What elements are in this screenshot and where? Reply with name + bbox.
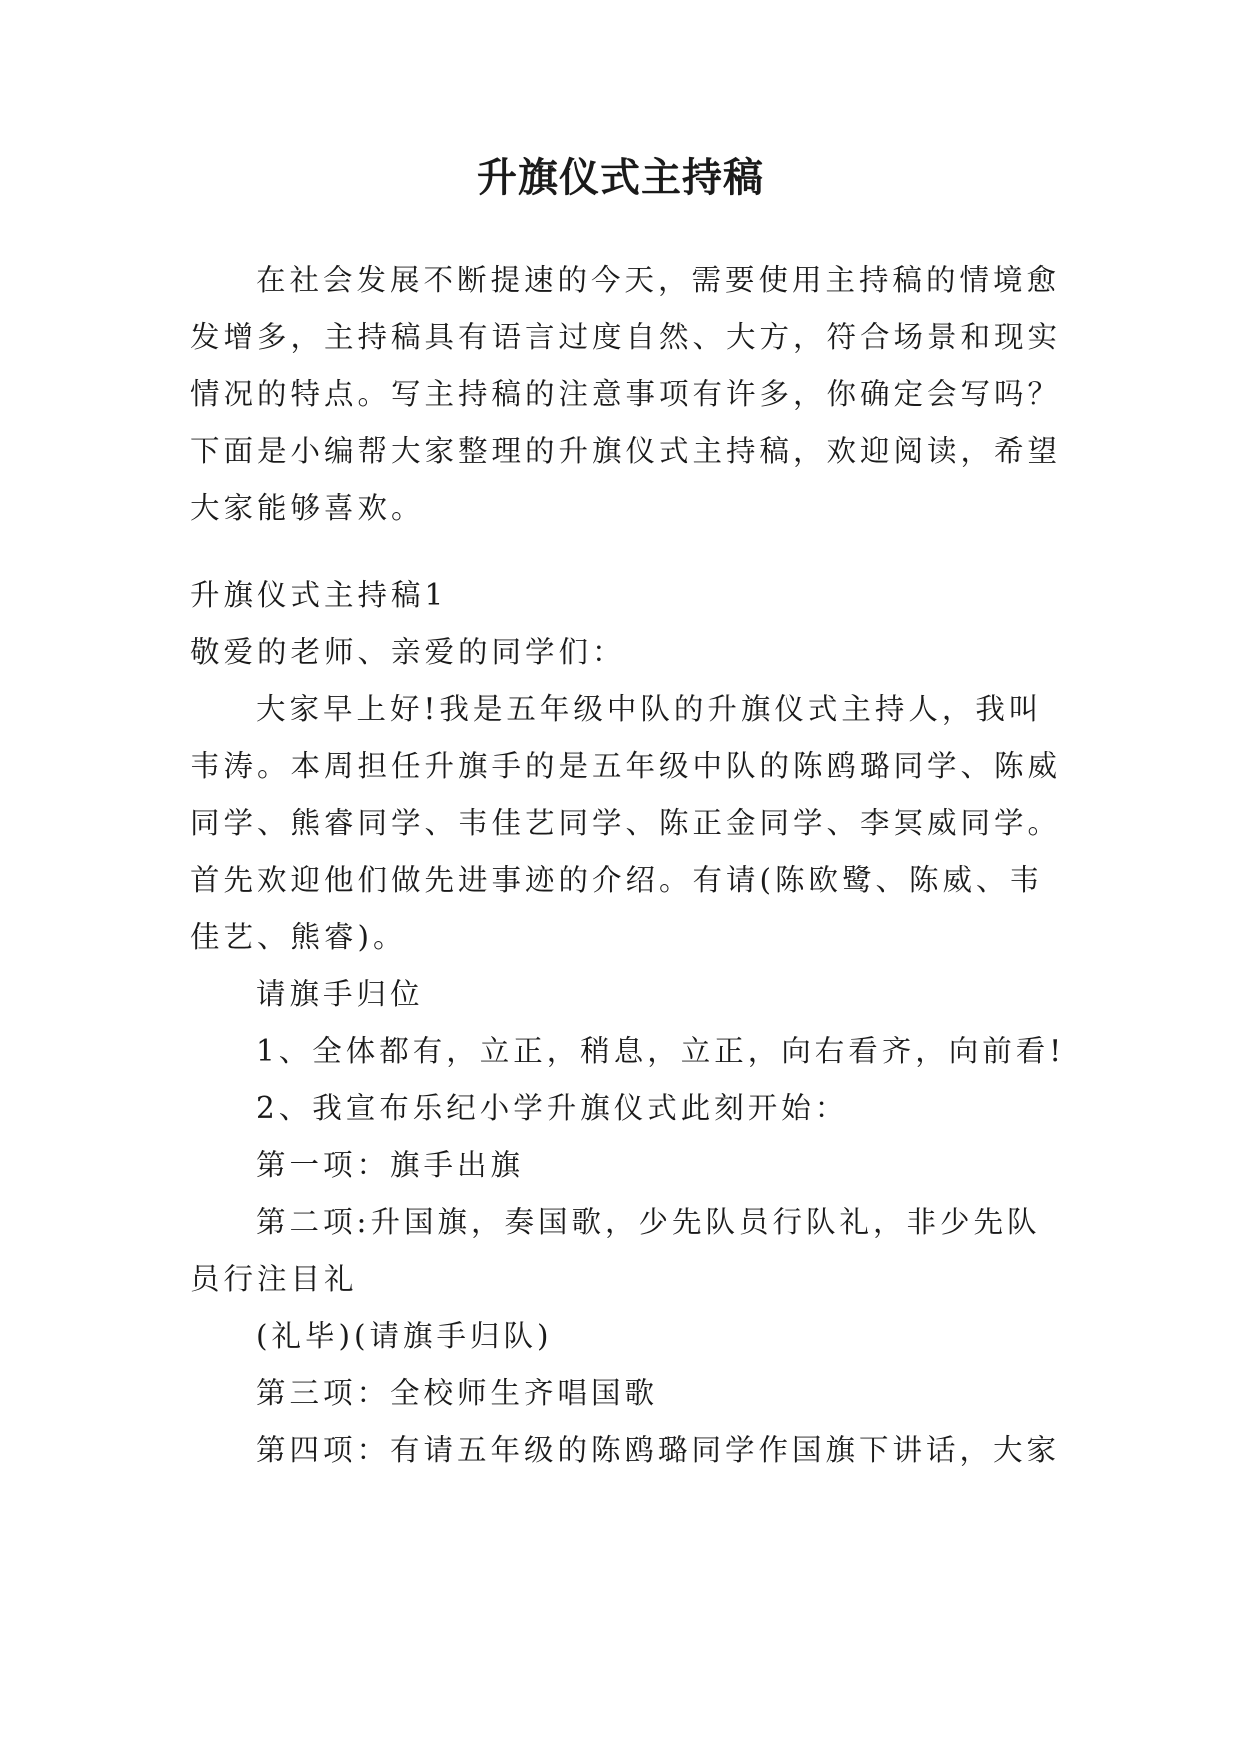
steps-list xyxy=(190,966,1066,1479)
document-title: 升旗仪式主持稿 xyxy=(477,155,764,201)
step-line: 2、我宣布乐纪小学升旗仪式此刻开始： xyxy=(256,1091,849,1125)
intro-line: 情况的特点。写主持稿的注意事项有许多，你确定会写吗？ xyxy=(190,377,1062,411)
intro-paragraph xyxy=(190,252,1062,537)
step-line: 第一项：旗手出旗 xyxy=(256,1148,525,1182)
opening-line: 大家早上好!我是五年级中队的升旗仪式主持人，我叫 xyxy=(256,692,1043,726)
step-line: 第二项:升国旗，奏国歌，少先队员行队礼，非少先队 xyxy=(256,1205,1041,1239)
section-block xyxy=(190,567,1050,681)
greeting-line: 敬爱的老师、亲爱的同学们： xyxy=(190,635,626,669)
intro-line: 下面是小编帮大家整理的升旗仪式主持稿，欢迎阅读，希望 xyxy=(190,434,1062,468)
step-line: 1、全体都有，立正，稍息，立正，向右看齐，向前看! xyxy=(256,1034,1066,1068)
section-heading: 升旗仪式主持稿1 xyxy=(190,578,448,612)
opening-line: 韦涛。本周担任升旗手的是五年级中队的陈鸥璐同学、陈威 xyxy=(190,749,1062,783)
opening-line: 首先欢迎他们做先进事迹的介绍。有请(陈欧鹭、陈威、韦 xyxy=(190,863,1044,897)
step-line: 第三项：全校师生齐唱国歌 xyxy=(256,1376,659,1410)
opening-line: 同学、熊睿同学、韦佳艺同学、陈正金同学、李冥威同学。 xyxy=(190,806,1062,840)
step-line: 第四项：有请五年级的陈鸥璐同学作国旗下讲话，大家 xyxy=(256,1433,1061,1467)
intro-line: 大家能够喜欢。 xyxy=(190,491,425,525)
intro-line: 发增多，主持稿具有语言过度自然、大方，符合场景和现实 xyxy=(190,320,1062,354)
step-line: 请旗手归位 xyxy=(256,977,424,1011)
step-line: (礼毕)(请旗手归队) xyxy=(256,1319,553,1353)
opening-paragraph xyxy=(190,681,1062,966)
opening-line: 佳艺、熊睿)。 xyxy=(190,920,407,954)
step-line: 员行注目礼 xyxy=(190,1262,358,1296)
intro-line: 在社会发展不断提速的今天，需要使用主持稿的情境愈 xyxy=(256,263,1061,297)
